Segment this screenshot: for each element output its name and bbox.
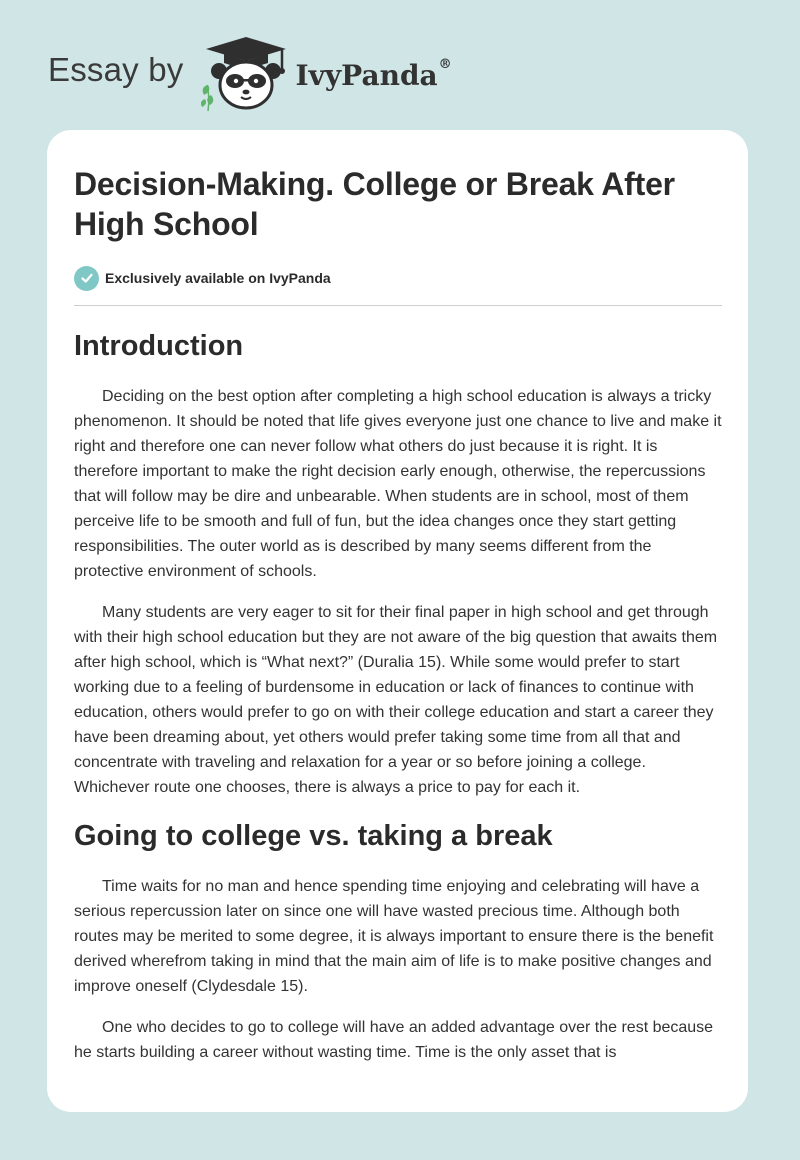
paragraph: Time waits for no man and hence spending time enjoying and celebrating will have a serious repercussion later on since one will have wasted precious time. Although both routes may be merited to some degree, it is always important to ensure there is the benefit derived wherefrom taking in mind that the main aim of life is to make positive changes and improve oneself (Clydesdale 15). xyxy=(74,878,714,995)
paragraph: One who decides to go to college will have an added advantage over the rest because he starts building a career without wasting time. Time is the only asset that is xyxy=(74,1019,714,1061)
brand-text: IvyPanda xyxy=(295,58,438,92)
essay-card xyxy=(47,130,748,1112)
paragraph: Many students are very eager to sit for their final paper in high school and get through with their high school education but they are not aware of the big question that awaits them after high school, which is “What next?” (Duralia 15). While some would prefer to start working due to a feeling of burdensome in education or lack of finances to continue with education, others would prefer to go on with their college education and start a career they have been dreaming about, yet others would prefer taking some time from all that and concentrate with traveling and relaxation for a year or so before joining a college. Whichever route one chooses, there is always a price to pay for each it. xyxy=(74,604,718,796)
checkmark-icon xyxy=(74,266,99,291)
brand-name[interactable] xyxy=(295,56,452,92)
exclusive-label: Exclusively available on IvyPanda xyxy=(105,270,331,286)
section-heading-college-vs-break: Going to college vs. taking a break xyxy=(74,820,553,852)
paragraph: Deciding on the best option after completing a high school education is always a tricky phenomenon. It should be noted that life gives everyone just one chance to live and make it right and therefore one can never follow what others do just because it is right. It is therefore important to make the right decision early enough, otherwise, the repercussions that will follow may be dire and unbearable. When students are in school, most of them perceive life to be smooth and full of fun, but the idea changes once they start getting responsibilities. The outer world as is described by many seems different from the protective environment of schools. xyxy=(74,388,722,580)
section-heading-introduction: Introduction xyxy=(74,330,244,362)
exclusive-badge xyxy=(74,264,722,292)
essay-by-label: Essay by xyxy=(48,51,184,88)
ivypanda-logo-icon[interactable] xyxy=(198,35,294,113)
page-title: Decision-Making. College or Break After High School xyxy=(74,166,675,242)
title-divider xyxy=(74,305,722,306)
registered-mark: ® xyxy=(438,56,452,72)
site-header xyxy=(48,34,452,114)
